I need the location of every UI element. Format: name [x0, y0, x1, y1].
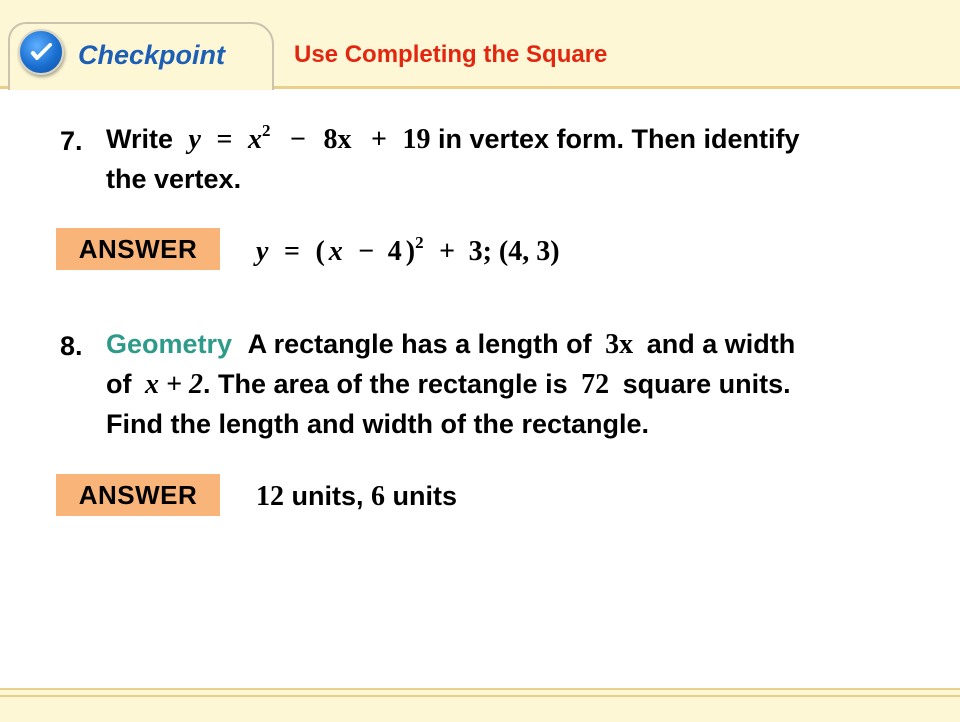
width-expression: x + 2	[145, 369, 203, 400]
ans7-minus: −	[358, 236, 375, 267]
problem-8-text-5: square units.	[622, 369, 791, 399]
ans7-vertex: (4, 3)	[498, 236, 560, 267]
problem-7-line-1	[106, 121, 800, 156]
checkmark-icon	[18, 29, 64, 75]
area-value: 72	[581, 369, 610, 400]
answer-label-8: ANSWER	[56, 474, 220, 516]
problem-7-line-2: the vertex.	[106, 164, 242, 194]
ans7-y: y	[256, 236, 269, 267]
ans7-x: x	[328, 236, 343, 267]
eq-term: 8x	[323, 124, 352, 155]
problem-8-line-1	[106, 329, 795, 361]
eq-y: y	[188, 124, 201, 155]
eq-plus: +	[370, 124, 387, 155]
ans7-close-paren: )	[405, 236, 416, 267]
ans7-open-paren: (	[315, 236, 325, 267]
eq-x: x	[247, 124, 262, 155]
ans7-equals: =	[283, 236, 300, 267]
problem-7-tail: in vertex form. Then identify	[430, 124, 800, 154]
ans8-text-1: units,	[284, 481, 371, 511]
ans7-h: 4	[387, 236, 402, 267]
problem-8-text-1: A rectangle has a length of	[247, 329, 592, 359]
ans8-width: 6	[371, 481, 385, 512]
answer-label-7: ANSWER	[56, 228, 220, 270]
eq-exponent: 2	[261, 121, 271, 140]
footer-band	[0, 688, 960, 722]
answer-7	[256, 233, 560, 268]
problem-8-line-2	[106, 369, 791, 401]
eq-equals: =	[216, 124, 233, 155]
problem-8-number: 8.	[60, 331, 83, 361]
ans8-text-2: units	[385, 481, 457, 511]
lesson-subtitle: Use Completing the Square	[294, 41, 608, 68]
ans7-k: 3	[468, 236, 483, 267]
page-title: Checkpoint	[78, 40, 226, 70]
problem-8-line-3: Find the length and width of the rectangle.	[106, 409, 649, 439]
ans8-length: 12	[256, 481, 284, 512]
problem-8-text-2: and a width	[646, 329, 796, 359]
footer-line	[0, 695, 960, 697]
eq-minus: −	[289, 124, 306, 155]
ans7-exponent: 2	[415, 233, 424, 252]
answer-8	[256, 481, 457, 513]
ans7-plus: +	[439, 236, 456, 267]
eq-constant: 19	[402, 124, 431, 155]
problem-7-lead: Write	[106, 124, 174, 154]
problem-8-topic: Geometry	[106, 329, 233, 359]
problem-7-number: 7.	[60, 126, 83, 156]
problem-8-text-4: . The area of the rectangle is	[202, 369, 568, 399]
problem-8-text-3: of	[106, 369, 132, 399]
length-expression: 3x	[605, 329, 634, 360]
ans7-separator: ;	[482, 236, 499, 267]
